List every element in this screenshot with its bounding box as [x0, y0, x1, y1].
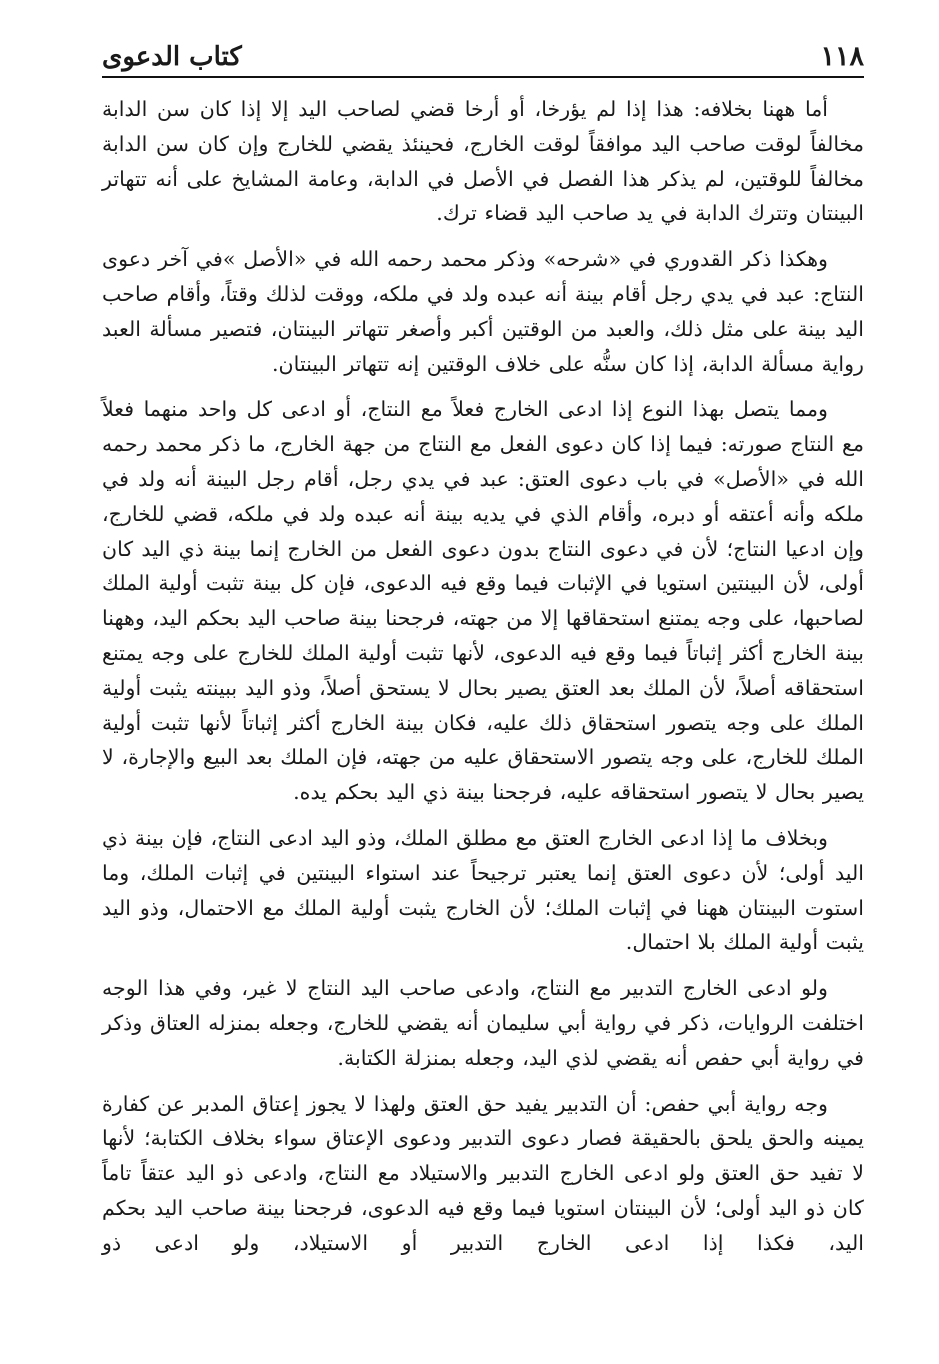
paragraph: وجه رواية أبي حفص: أن التدبير يفيد حق العتق ولهذا لا يجوز إعتاق المدبر عن كفارة يمينه والحق يلحق بالحقيقة فصار دعوى التدبير ودعوى الإعتاق سواء بخلاف الكتابة؛ لأنها لا تفيد حق العتق ولو ادعى الخارج التدبير والاستيلاد مع النتاج، وادعى ذو اليد عتقاً تاماً كان ذو اليد أولى؛ لأن البينتان استويا فيما وقع فيه الدعوى، فرجحنا بينة صاحب اليد بحكم اليد، فكذا إذا ادعى الخارج التدبير أو الاستيلاد، ولو ادعى ذو	[102, 1091, 864, 1255]
page-header	[102, 26, 864, 78]
chapter-title: كتاب الدعوى	[102, 42, 242, 72]
book-page	[102, 26, 864, 1261]
paragraph: أما ههنا بخلافه: هذا إذا لم يؤرخا، أو أرخا قضي لصاحب اليد إلا إذا كان سن الدابة مخالفاً لوقت صاحب اليد موافقاً لوقت الخارج، فحينئذ يقضي للخارج وإن كان سن الدابة مخالفاً للوقتين، لم يذكر هذا الفصل في الأصل في الدابة، وعامة المشايخ على أنه تتهاتر البينتان وتترك الدابة في يد صاحب اليد قضاء ترك.	[102, 97, 864, 226]
paragraph: وهكذا ذكر القدوري في «شرحه» وذكر محمد رحمه الله في «الأصل »في آخر دعوى النتاج: عبد في يدي رجل أقام بينة أنه عبده ولد في ملكه، ووقت لذلك وقتاً، وأقام صاحب اليد بينة على مثل ذلك، والعبد من الوقتين أكبر وأصغر تتهاتر البينتان، فتصير مسألة العبد رواية مسألة الدابة، إذا كان سنُّه على خلاف الوقتين إنه تتهاتر البينتان.	[102, 247, 864, 376]
page-body	[102, 92, 864, 1261]
page-number: ١١٨	[820, 41, 864, 72]
paragraph: ولو ادعى الخارج التدبير مع النتاج، وادعى صاحب اليد النتاج لا غير، وفي هذا الوجه اختلفت الروايات، ذكر في رواية أبي سليمان أنه يقضي للخارج، وجعله بمنزله العتاق وذكر في رواية أبي حفص أنه يقضي لذي اليد، وجعله بمنزلة الكتابة.	[102, 976, 864, 1070]
paragraph: ومما يتصل بهذا النوع إذا ادعى الخارج فعلاً مع النتاج، أو ادعى كل واحد منهما فعلاً مع النتاج صورته: فيما إذا كان دعوى الفعل مع النتاج من جهة الخارج، ما ذكر محمد رحمه الله في «الأصل» في باب دعوى العتق: عبد في يدي رجل، أقام رجل البينة أنه ولد في ملكه وأنه أعتقه أو دبره، وأقام الذي في يديه بينة أنه عبده ولد في ملكه، قضي للخارج، وإن ادعيا النتاج؛ لأن في دعوى النتاج بدون دعوى الفعل من الخارج إنما بينة ذي اليد كان أولى، لأن البينتين استويا في الإثبات فيما وقع فيه الدعوى، فإن كل بينة تثبت أولية الملك لصاحبها، على وجه يمتنع استحقاقها إلا من جهته، فرجحنا بينة صاحب اليد بحكم اليد، وههنا بينة الخارج أكثر إثباتاً فيما وقع فيه الدعوى، لأنها تثبت أولية الملك للخارج على وجه يمتنع استحقاقه أصلاً، لأن الملك بعد العتق يصير بحال لا يستحق أصلاً، وذو اليد ببينته يثبت أولية الملك على وجه يتصور استحقاق ذلك عليه، فكان بينة الخارج أكثر إثباتاً لأنها تثبت أولية الملك للخارج، على وجه يتصور الاستحقاق عليه من جهته، فإن الملك بعد البيع والإجارة، لا يصير بحال لا يتصور استحقاقه عليه، فرجحنا بينة ذي اليد بحكم يده.	[102, 397, 864, 805]
paragraph: وبخلاف ما إذا ادعى الخارج العتق مع مطلق الملك، وذو اليد ادعى النتاج، فإن بينة ذي اليد أولى؛ لأن دعوى العتق إنما يعتبر ترجيحاً عند استواء البينتين في إثبات الملك، وما استوت البينتان ههنا في إثبات الملك؛ لأن الخارج يثبت أولية الملك مع الاحتمال، وذو اليد يثبت أولية الملك بلا احتمال.	[102, 825, 864, 955]
